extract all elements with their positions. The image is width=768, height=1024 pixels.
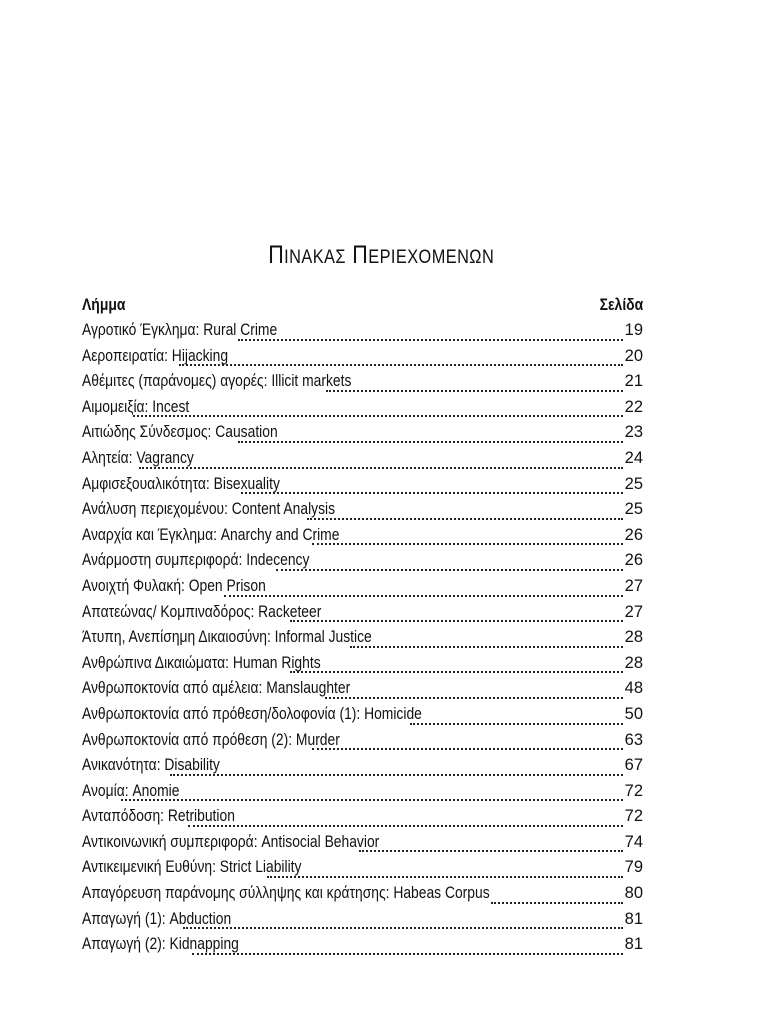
toc-entry-title: Αιμομειξία: Incest — [82, 397, 190, 416]
toc-header — [82, 293, 643, 317]
toc-entry-title: Απαγόρευση παράνομης σύλληψης και κράτησης: Habeas Corpus — [82, 884, 490, 903]
toc-entry-title: Αντικοινωνική συμπεριφορά: Antisocial Behavior — [82, 832, 380, 851]
toc-entry-title: Ανάλυση περιεχομένου: Content Analysis — [82, 500, 336, 519]
toc-entry-page-number: 81 — [624, 909, 643, 928]
toc-entry — [82, 472, 643, 498]
title-word2-initial: Π — [352, 241, 369, 269]
toc-entry — [82, 728, 643, 754]
toc-entry-page-number: 21 — [624, 372, 643, 391]
toc-entry — [82, 881, 643, 907]
toc-entry — [82, 779, 643, 805]
toc-dot-leader — [359, 830, 622, 852]
toc-entry-title: Απαγωγή (2): Kidnapping — [82, 935, 239, 954]
toc-entry — [82, 676, 643, 702]
toc-entry-title: Αναρχία και Έγκλημα: Anarchy and Crime — [82, 525, 340, 544]
toc-entry-page-number: 80 — [624, 884, 643, 903]
toc-entry-page-number: 28 — [624, 653, 643, 672]
page-title — [51, 241, 711, 270]
title-word1-initial: Π — [268, 241, 285, 269]
toc-entry — [82, 420, 643, 446]
toc-entry-title: Ανθρωποκτονία από πρόθεση/δολοφονία (1): Homicide — [82, 704, 422, 723]
toc-entry-title: Ανάρμοστη συμπεριφορά: Indecency — [82, 551, 310, 570]
toc-dot-leader — [170, 754, 623, 776]
toc-header-page-label: Σελίδα — [599, 295, 643, 314]
toc-dot-leader — [139, 447, 623, 469]
toc-dot-leader — [410, 703, 623, 725]
toc-entry-page-number: 79 — [624, 858, 643, 877]
toc-entry-title: Αεροπειρατία: Hijacking — [82, 346, 229, 365]
toc-entry — [82, 548, 643, 574]
toc-entry — [82, 395, 643, 421]
toc-dot-leader — [192, 933, 622, 955]
toc-entry — [82, 625, 643, 651]
toc-dot-leader — [276, 549, 622, 571]
toc-entry — [82, 932, 643, 958]
title-word2-rest: ΕΡΙΕΧΟΜΕΝΩΝ — [368, 247, 495, 268]
toc-entry-page-number: 63 — [624, 730, 643, 749]
toc-entry — [82, 600, 643, 626]
toc-dot-leader — [179, 344, 622, 366]
toc-entry-page-number: 23 — [624, 423, 643, 442]
toc-entry-title: Απαγωγή (1): Abduction — [82, 909, 232, 928]
toc-entry-title: Ανθρώπινα Δικαιώματα: Human Rights — [82, 653, 321, 672]
toc-entry — [82, 369, 643, 395]
toc-dot-leader — [267, 856, 623, 878]
toc-entry-title: Αλητεία: Vagrancy — [82, 448, 194, 467]
toc-dot-leader — [307, 498, 623, 520]
toc-dot-leader — [238, 319, 623, 341]
toc-entry-page-number: 25 — [624, 500, 643, 519]
toc-entry-title: Άτυπη, Ανεπίσημη Δικαιοσύνη: Informal Justice — [82, 628, 372, 647]
toc-entry-page-number: 20 — [624, 346, 643, 365]
toc-entry-title: Αμφισεξουαλικότητα: Bisexuality — [82, 474, 280, 493]
toc-entry — [82, 318, 643, 344]
toc-entry-page-number: 67 — [624, 756, 643, 775]
toc-dot-leader — [241, 472, 623, 494]
toc-entry-title: Αιτιώδης Σύνδεσμος: Causation — [82, 423, 278, 442]
toc-dot-leader — [290, 600, 622, 622]
toc-entry-page-number: 26 — [624, 551, 643, 570]
toc-entry-title: Ανικανότητα: Disability — [82, 756, 220, 775]
toc-entry-title: Αντικειμενική Ευθύνη: Strict Liability — [82, 858, 302, 877]
toc-entry-page-number: 50 — [624, 704, 643, 723]
toc-entry-page-number: 27 — [624, 602, 643, 621]
title-word1-rest: ΙΝΑΚΑΣ — [284, 247, 346, 268]
toc-entry-page-number: 27 — [624, 576, 643, 595]
toc-entry-page-number: 19 — [624, 321, 643, 339]
toc-entry — [82, 497, 643, 523]
toc-entry-title: Αθέμιτες (παράνομες) αγορές: Illicit markets — [82, 372, 352, 391]
toc-entry-title: Αγροτικό Έγκλημα: Rural Crime — [82, 321, 278, 339]
toc-dot-leader — [183, 907, 623, 929]
toc-entry-title: Ανθρωποκτονία από αμέλεια: Manslaughter — [82, 679, 351, 698]
toc-entry — [82, 651, 643, 677]
toc-dot-leader — [312, 728, 622, 750]
toc-entry-page-number: 26 — [624, 525, 643, 544]
toc-entry-page-number: 74 — [624, 832, 643, 851]
toc-dot-leader — [224, 575, 622, 597]
toc-entry-title: Απατεώνας/ Κομπιναδόρος: Racketeer — [82, 602, 322, 621]
toc-entry — [82, 446, 643, 472]
toc-dot-leader — [326, 370, 622, 392]
toc-entry-title: Ανομία: Anomie — [82, 781, 180, 800]
toc-header-entry-label: Λήμμα — [82, 295, 126, 314]
toc-dot-leader — [238, 421, 622, 443]
toc-dot-leader — [312, 523, 623, 545]
toc-dot-leader — [133, 395, 623, 417]
toc-dot-leader — [121, 779, 622, 801]
toc-entry-page-number: 48 — [624, 679, 643, 698]
toc-entry-page-number: 81 — [624, 935, 643, 954]
table-of-contents — [82, 318, 643, 958]
toc-dot-leader — [491, 882, 623, 904]
toc-entry-page-number: 72 — [624, 781, 643, 800]
toc-entry — [82, 804, 643, 830]
toc-entry-page-number: 22 — [624, 397, 643, 416]
toc-entry — [82, 702, 643, 728]
toc-entry — [82, 907, 643, 933]
toc-entry-title: Ανοιχτή Φυλακή: Open Prison — [82, 576, 266, 595]
toc-entry-page-number: 25 — [624, 474, 643, 493]
toc-entry — [82, 574, 643, 600]
toc-entry-page-number: 24 — [624, 448, 643, 467]
toc-entry-page-number: 72 — [624, 807, 643, 826]
toc-dot-leader — [350, 626, 622, 648]
toc-entry — [82, 523, 643, 549]
toc-entry — [82, 855, 643, 881]
toc-entry — [82, 753, 643, 779]
toc-entry-page-number: 28 — [624, 628, 643, 647]
toc-dot-leader — [188, 805, 623, 827]
toc-dot-leader — [290, 651, 623, 673]
toc-entry-title: Ανταπόδοση: Retribution — [82, 807, 235, 826]
toc-entry — [82, 344, 643, 370]
toc-dot-leader — [325, 677, 623, 699]
toc-entry-title: Ανθρωποκτονία από πρόθεση (2): Murder — [82, 730, 340, 749]
toc-entry — [82, 830, 643, 856]
